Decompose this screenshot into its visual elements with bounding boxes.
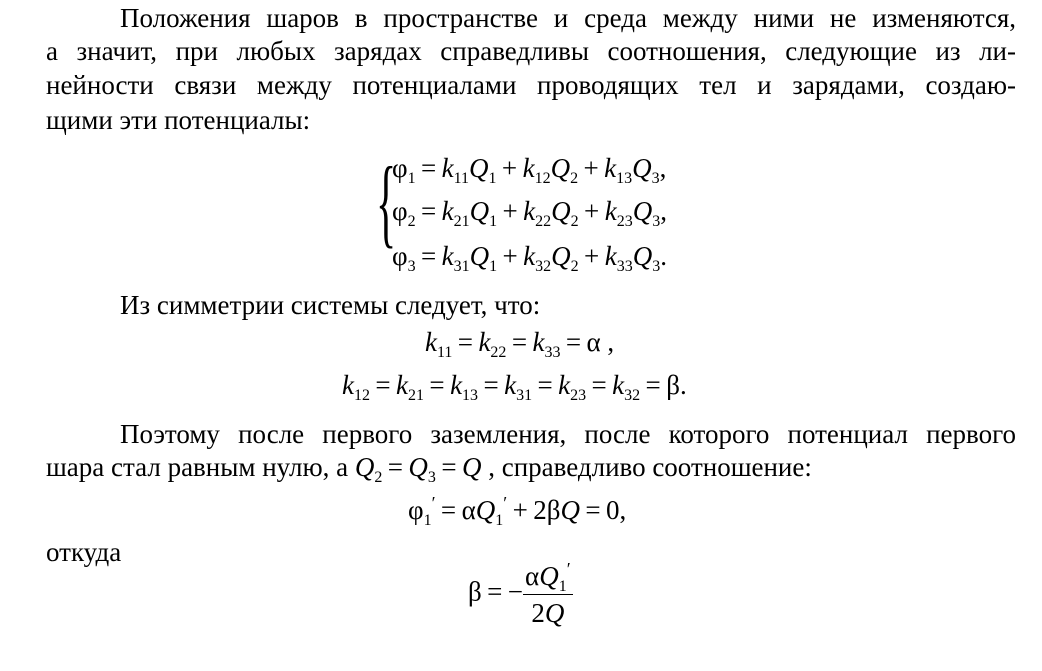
paragraph-2 [120, 289, 540, 322]
equation-symmetry-alpha [425, 326, 614, 359]
math-subscript: 1 [558, 578, 567, 595]
math-subscript: 1 [489, 213, 498, 230]
coefficient-k: k [441, 153, 454, 183]
math-operator: = [579, 495, 607, 525]
math-subscript: 11 [453, 170, 470, 187]
math-operator: + [507, 495, 534, 525]
punctuation: , [659, 153, 667, 183]
math-subscript: 1 [489, 258, 498, 275]
math-subscript: 13 [616, 170, 633, 187]
coefficient-k: k [425, 327, 437, 357]
charge-q: Q [632, 241, 653, 271]
charge-q: Q [408, 452, 428, 482]
coefficient-k: k [504, 370, 517, 400]
phi-symbol: φ [392, 153, 408, 183]
fraction-denominator [523, 595, 573, 629]
phi-symbol: φ [392, 241, 408, 271]
alpha-symbol: α [586, 327, 601, 357]
math-subscript: 21 [453, 213, 470, 230]
math-operator: = [586, 370, 613, 400]
coefficient-k: k [478, 327, 491, 357]
coefficient-k: k [604, 241, 617, 271]
math-operator: = [560, 327, 587, 357]
charge-q: Q [632, 153, 652, 183]
math-subscript: 1 [495, 512, 504, 529]
math-subscript: 1 [407, 170, 416, 187]
paragraph-3-line-2-a: шара стал равным нулю, а [46, 452, 349, 482]
charge-q: Q [544, 598, 565, 628]
paragraph-1-line-2-wrap [46, 35, 1016, 68]
math-operator: = [382, 452, 409, 482]
math-subscript: 2 [570, 258, 579, 275]
math-subscript: 23 [570, 387, 587, 404]
inline-condition-formula [354, 452, 488, 486]
math-subscript: 1 [488, 170, 497, 187]
math-operator: + [497, 196, 524, 226]
math-subscript: 33 [616, 258, 633, 275]
math-subscript: 2 [570, 170, 579, 187]
prime-mark: ′ [503, 493, 508, 513]
punctuation: . [660, 241, 667, 271]
math-subscript: 3 [407, 258, 416, 275]
paragraph-4-text: откуда [46, 537, 122, 567]
paragraph-2-text: Из симметрии системы следует, что: [120, 290, 541, 320]
math-subscript: 23 [616, 213, 633, 230]
math-operator: = [415, 196, 442, 226]
paragraph-3-line-1-text: Поэтому после первого заземления, после которого потенциал первого [120, 419, 1016, 449]
charge-q: Q [551, 196, 571, 226]
punctuation: , [600, 327, 615, 357]
paragraph-1-line-4-wrap [46, 104, 1016, 137]
coefficient-k: k [342, 370, 354, 400]
coefficient-k: k [604, 196, 617, 226]
math-operator: + [578, 153, 605, 183]
math-subscript: 31 [453, 258, 470, 275]
paragraph-1-line-4: щими эти потенциалы: [46, 105, 311, 135]
beta-symbol: β [666, 370, 680, 400]
coefficient-k: k [441, 196, 454, 226]
equation-system-row [392, 195, 667, 228]
minus-sign: − [507, 576, 524, 607]
equation-system-row [392, 152, 666, 185]
math-operator: = [415, 241, 442, 271]
math-subscript: 2 [570, 213, 579, 230]
math-operator: = [506, 327, 533, 357]
coefficient-k: k [523, 196, 536, 226]
charge-q: Q [539, 561, 559, 591]
math-operator: = [452, 327, 479, 357]
coefficient-k: k [522, 153, 535, 183]
beta-symbol: β [468, 576, 482, 607]
charge-q: Q [354, 452, 375, 482]
equation-beta [468, 560, 573, 629]
math-subscript: 3 [652, 213, 661, 230]
math-subscript: 2 [374, 469, 383, 486]
coefficient-k: k [612, 370, 625, 400]
charge-q: Q [632, 196, 653, 226]
charge-q: Q [469, 196, 490, 226]
math-operator: = [424, 370, 451, 400]
math-operator: = [481, 576, 508, 607]
equation-system-row [392, 240, 667, 273]
paragraph-1-line-3-wrap [46, 69, 1016, 102]
math-operator: = [435, 495, 462, 525]
charge-q: Q [469, 241, 490, 271]
prime-mark: ′ [566, 559, 571, 579]
fraction [523, 560, 573, 629]
math-subscript: 33 [544, 344, 561, 361]
math-operator: + [497, 241, 524, 271]
math-subscript: 31 [516, 387, 533, 404]
math-subscript: 3 [652, 258, 661, 275]
charge-q: Q [475, 495, 496, 525]
coefficient-k: k [523, 241, 536, 271]
math-subscript: 12 [353, 387, 370, 404]
paragraph-3-line-2 [46, 451, 812, 484]
coefficient-k: k [604, 153, 617, 183]
phi-symbol: φ [392, 196, 408, 226]
punctuation: , [660, 196, 667, 226]
equation-ground [408, 494, 626, 527]
math-subscript: 32 [624, 387, 641, 404]
math-operator: + [578, 196, 605, 226]
punctuation: , [619, 495, 627, 525]
paragraph-1-line-1: Положения шаров в пространстве и среда между ними не изменяются, [120, 3, 1016, 33]
fraction-numerator [523, 560, 573, 595]
math-operator: = [369, 370, 397, 400]
coefficient-k: k [558, 370, 571, 400]
math-subscript: 3 [427, 469, 436, 486]
charge-q: Q [550, 153, 571, 183]
charge-q: Q [551, 241, 571, 271]
math-operator: = [532, 370, 559, 400]
coefficient-k: k [450, 370, 463, 400]
math-subscript: 22 [535, 213, 552, 230]
coefficient-two: 2 [531, 598, 545, 628]
coefficient-k: k [396, 370, 409, 400]
paragraph-4 [46, 536, 121, 569]
charge-q: Q [461, 452, 482, 482]
punctuation: . [679, 370, 687, 400]
math-operator: = [415, 153, 442, 183]
charge-q: Q [469, 153, 489, 183]
math-subscript: 11 [436, 344, 453, 361]
math-subscript: 22 [490, 344, 507, 361]
math-operator: = [478, 370, 505, 400]
phi-symbol: φ [408, 495, 424, 525]
coefficient-k: k [441, 241, 454, 271]
prime-mark: ′ [431, 493, 436, 513]
coefficient-k: k [532, 327, 545, 357]
math-operator: + [578, 241, 605, 271]
math-subscript: 12 [534, 170, 551, 187]
math-subscript: 3 [651, 170, 660, 187]
math-subscript: 1 [423, 512, 432, 529]
math-operator: = [435, 452, 462, 482]
math-subscript: 2 [407, 213, 416, 230]
equation-symmetry-beta [342, 369, 687, 402]
math-operator: + [496, 153, 523, 183]
math-operator: = [640, 370, 667, 400]
paragraph-1-line-3: нейности связи между потенциалами проводящих тел и зарядами, создаю- [46, 70, 1016, 100]
paragraph-3-line-2-b: , справедливо соотношение: [488, 452, 812, 482]
charge-q: Q [560, 495, 580, 525]
zero: 0 [606, 495, 620, 525]
alpha-symbol: α [461, 495, 476, 525]
alpha-symbol: α [525, 561, 540, 591]
paragraph-3-line-1 [46, 418, 1016, 451]
paragraph-1-line-2: а значит, при любых зарядах справедливы соотношения, следующие из ли- [46, 36, 1016, 66]
paragraph-1 [46, 2, 1016, 35]
math-subscript: 21 [408, 387, 425, 404]
system-brace: { [376, 146, 397, 257]
two-beta: 2β [533, 495, 561, 525]
math-subscript: 32 [535, 258, 552, 275]
math-subscript: 13 [462, 387, 479, 404]
